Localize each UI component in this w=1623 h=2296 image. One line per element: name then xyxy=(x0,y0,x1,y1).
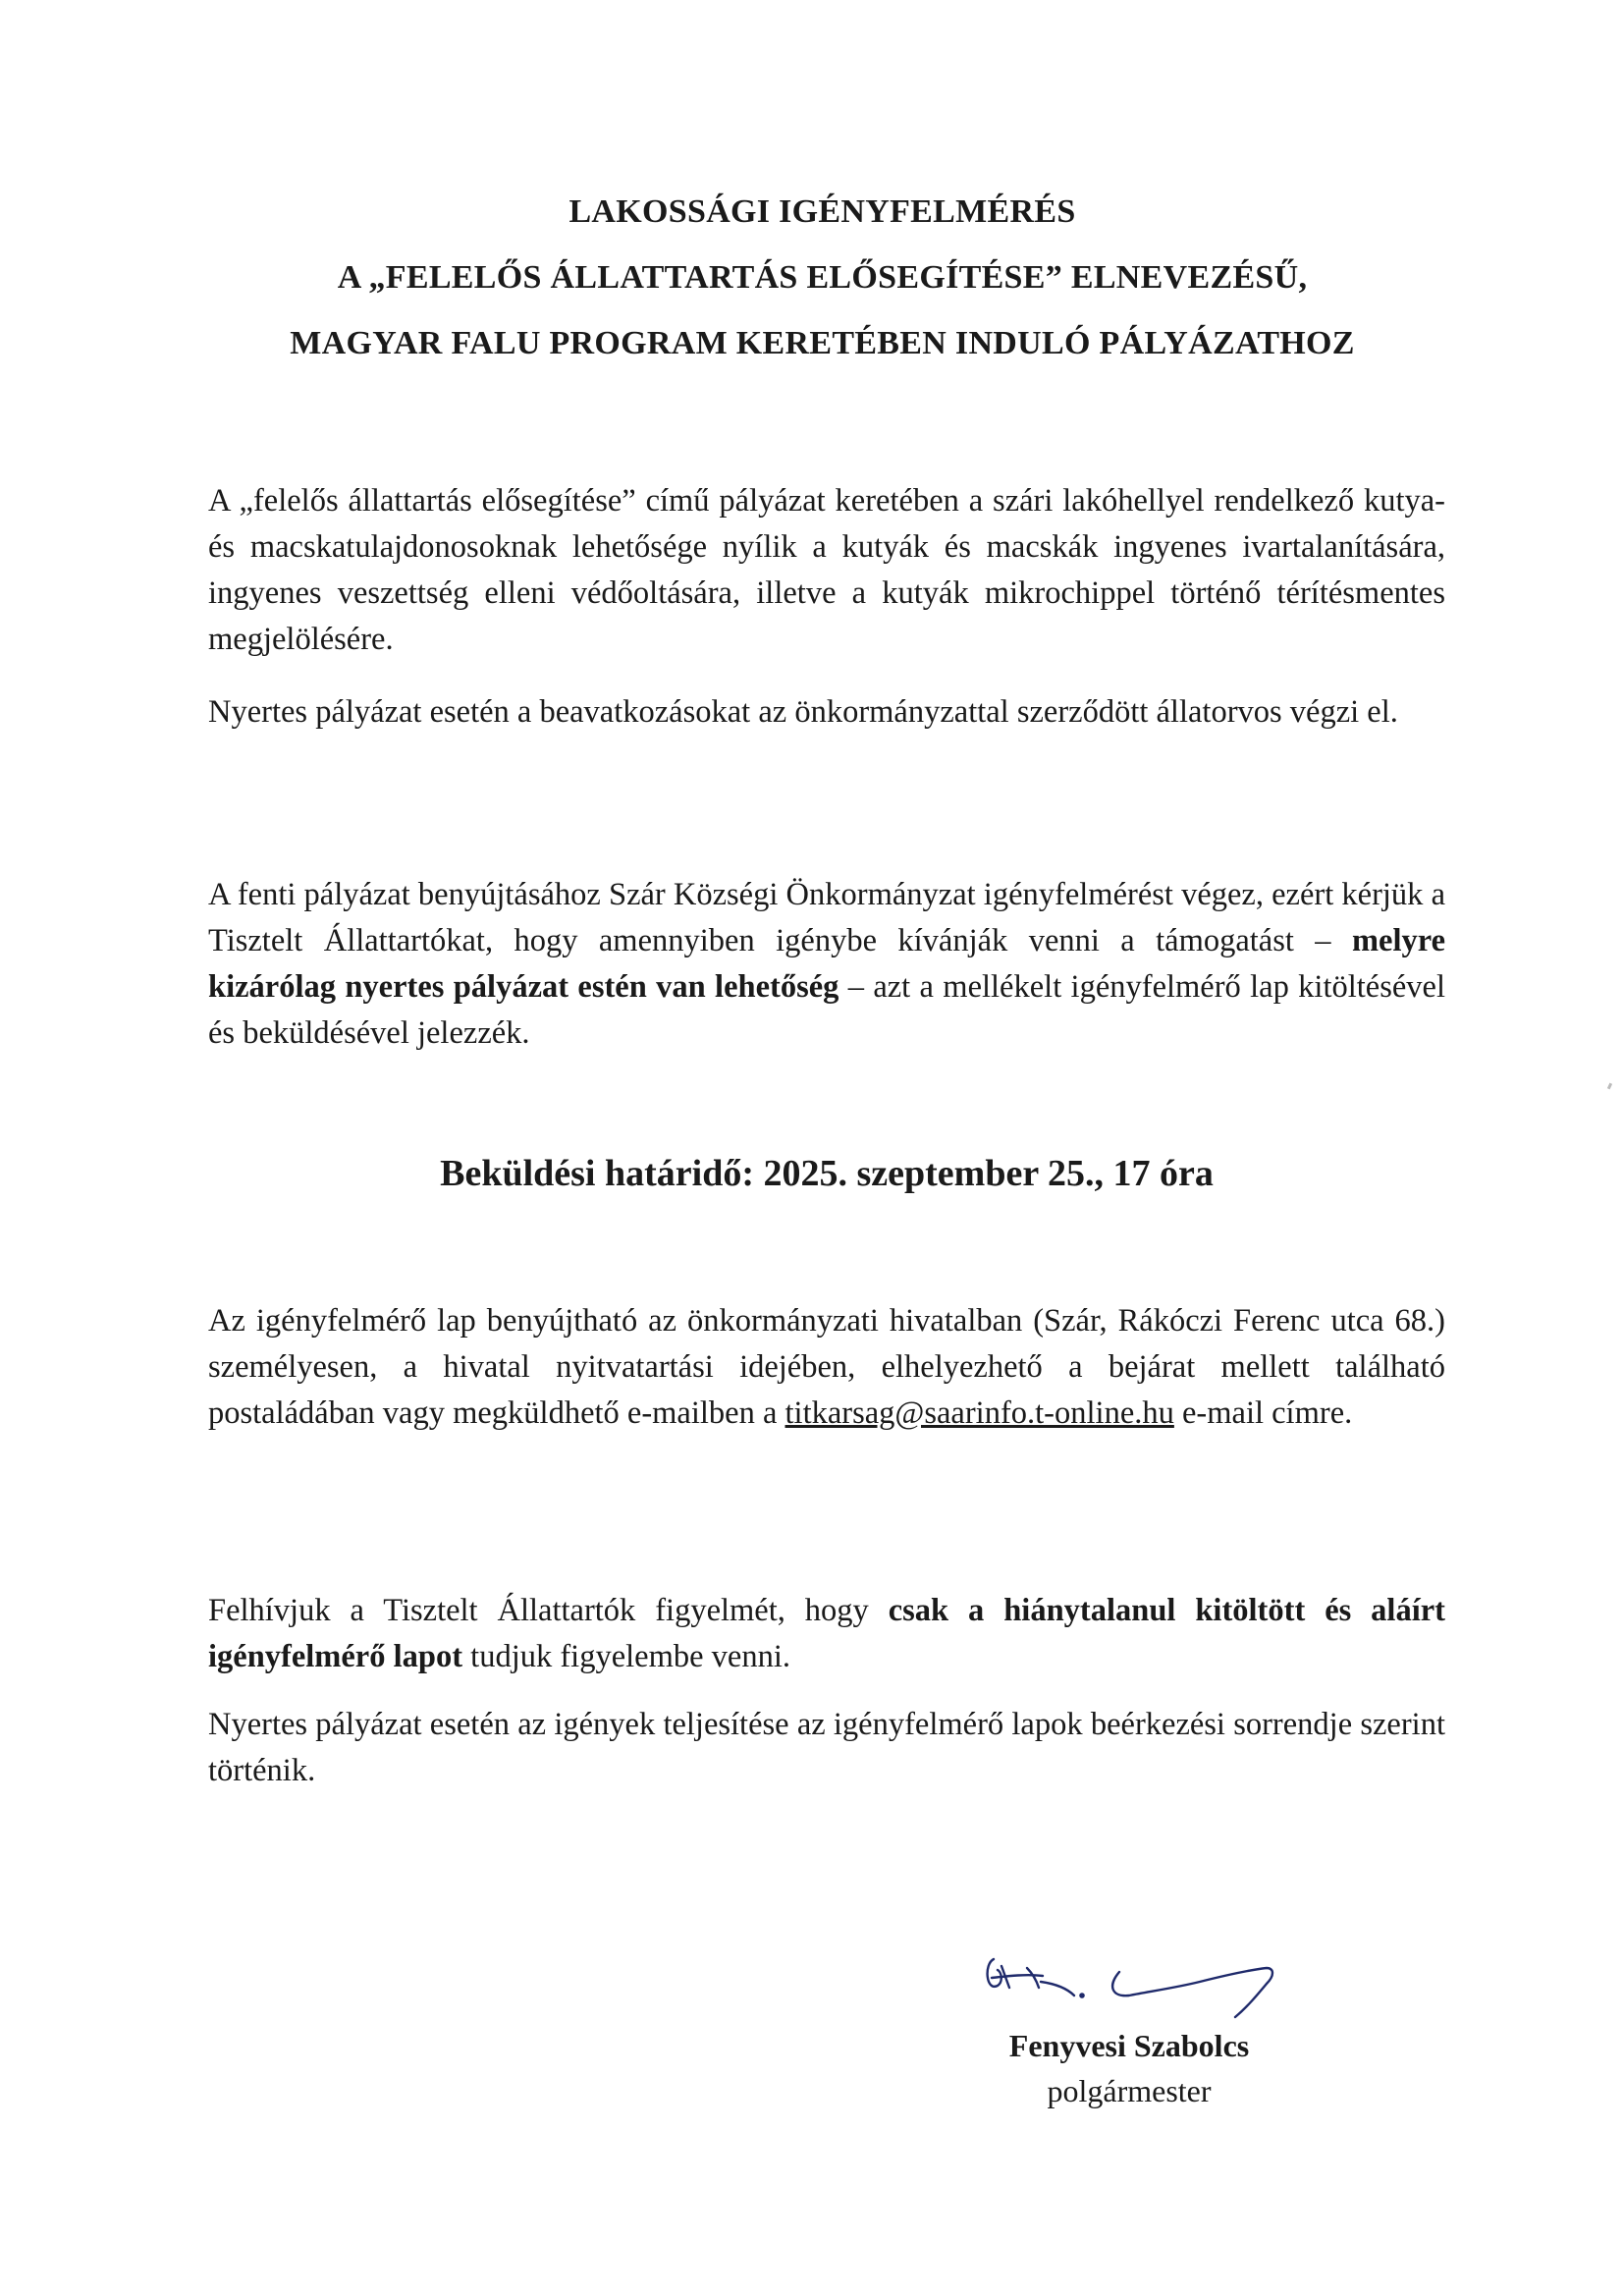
paragraph-order xyxy=(208,1702,1445,1794)
paragraph-notice-text-1: Felhívjuk a Tisztelt Állattartók figyelmét, hogy xyxy=(208,1593,889,1628)
paragraph-vet-text: Nyertes pályázat esetén a beavatkozásokat az önkormányzattal szerződött állatorvos végzi el. xyxy=(208,694,1398,730)
signer-name: Fenyvesi Szabolcs xyxy=(1008,2028,1250,2063)
title-line-1: LAKOSSÁGI IGÉNYFELMÉRÉS xyxy=(568,193,1076,230)
handwritten-signature xyxy=(972,1886,1325,2033)
paragraph-submission-text-2: e-mail címre. xyxy=(1173,1395,1353,1431)
paragraph-survey-text-2: – azt a mellékelt igényfelmérő lap kitöltésével és beküldésével jelezzék. xyxy=(208,969,1446,1051)
paragraph-notice-text-2: tudjuk figyelembe venni. xyxy=(462,1639,790,1674)
title-line-2: A „FELELŐS ÁLLATTARTÁS ELŐSEGÍTÉSE” ELNEVEZÉSŰ, xyxy=(337,259,1308,296)
paragraph-survey-bold: melyre kizárólag nyertes pályázat estén van lehetőség xyxy=(208,923,1445,1005)
paragraph-submission xyxy=(208,1298,1445,1437)
paragraph-notice xyxy=(208,1588,1445,1680)
scan-speck xyxy=(1607,1083,1612,1090)
paragraph-order-text: Nyertes pályázat esetén az igények teljesítése az igényfelmérő lapok beérkezési sorrendje szerint történik. xyxy=(208,1707,1445,1788)
deadline-heading: Beküldési határidő: 2025. szeptember 25., 17 óra xyxy=(440,1153,1214,1194)
paragraph-survey-text-1: A fenti pályázat benyújtásához Szár Községi Önkormányzat igényfelmérést végez, ezért kérjük a Tisztelt Állattartókat, hogy amennyiben igénybe kívánják venni a támogatást – xyxy=(208,877,1445,958)
email-link[interactable]: titkarsag@saarinfo.t-online.hu xyxy=(784,1395,1174,1431)
paragraph-notice-bold: csak a hiánytalanul kitöltött és aláírt igényfelmérő lapot xyxy=(208,1593,1445,1674)
paragraph-intro xyxy=(208,478,1445,663)
signer-title: polgármester xyxy=(1047,2073,1212,2108)
paragraph-submission-text-1: Az igényfelmérő lap benyújtható az önkormányzati hivatalban (Szár, Rákóczi Ferenc utca 68.) személyesen, a hivatal nyitvatartási idejében, elhelyezhető a bejárat mellett található postaládában vagy megküldhető e-mailben a xyxy=(208,1303,1445,1431)
paragraph-vet xyxy=(208,689,1445,736)
title-line-3: MAGYAR FALU PROGRAM KERETÉBEN INDULÓ PÁLYÁZATHOZ xyxy=(290,325,1355,361)
document-title xyxy=(196,192,1448,390)
paragraph-survey xyxy=(208,872,1445,1057)
paragraph-intro-text: A „felelős állattartás elősegítése” című pályázat keretében a szári lakóhellyel rendelkező kutya- és macskatulajdonosoknak lehetősége nyílik a kutyák és macskák ingyenes ivartalanítására, ingyenes veszettség elleni védőoltására, illetve a kutyák mikrochippel történő térítésmentes megjelölésére. xyxy=(208,483,1445,657)
